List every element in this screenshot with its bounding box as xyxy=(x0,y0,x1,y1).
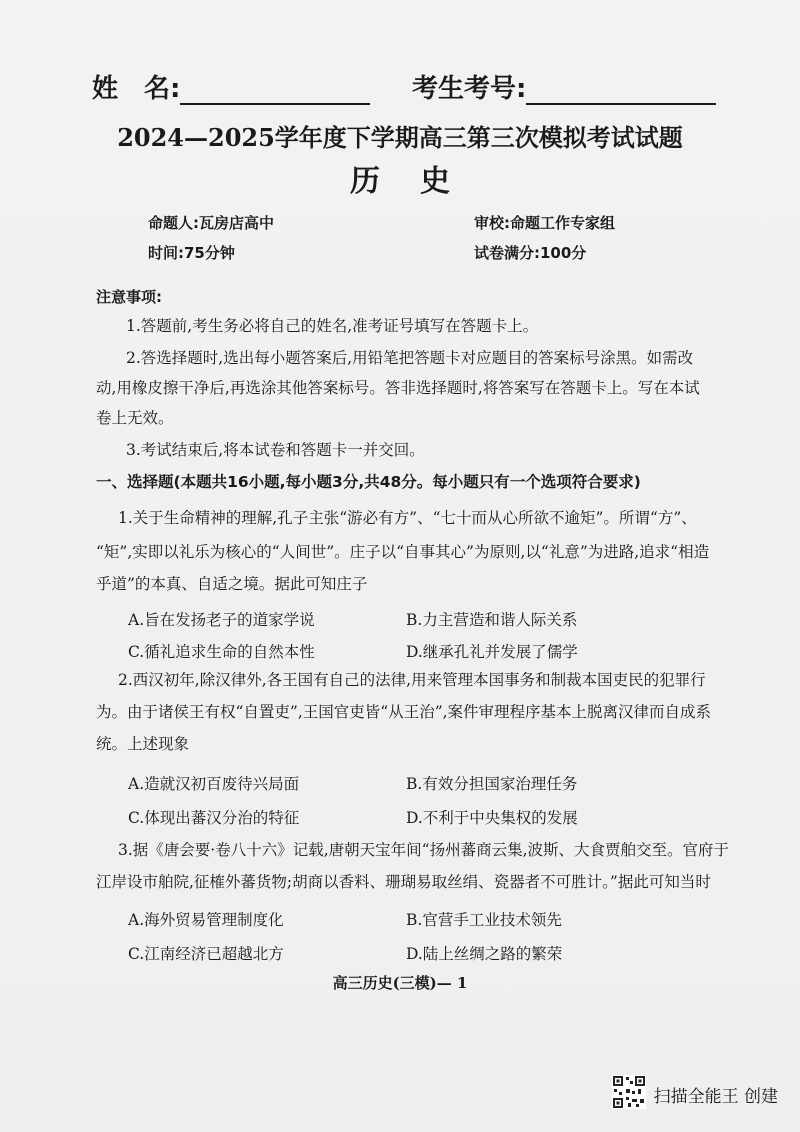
note-3: 3.考试结束后,将本试卷和答题卡一并交回。 xyxy=(126,441,425,459)
page-footer: 高三历史(三模)— 1 xyxy=(332,974,468,992)
q2-line-3: 统。上述现象 xyxy=(96,735,190,753)
note-2-line-3: 卷上无效。 xyxy=(96,409,174,427)
q3-option-d: D.陆上丝绸之路的繁荣 xyxy=(406,945,563,963)
note-2-line-1: 2.答选择题时,选出每小题答案后,用铅笔把答题卡对应题目的答案标号涂黑。如需改 xyxy=(126,349,694,367)
reviewer-info: 审校:命题工作专家组 xyxy=(474,214,615,232)
q3-option-a: A.海外贸易管理制度化 xyxy=(128,911,284,929)
subject-title: 历史 xyxy=(350,164,490,199)
note-2-line-2: 动,用橡皮擦干净后,再选涂其他答案标号。答非选择题时,将答案写在答题卡上。写在本试 xyxy=(96,379,700,397)
exam-title: 2024—2025学年度下学期高三第三次模拟考试试题 xyxy=(117,123,683,152)
q2-option-a: A.造就汉初百废待兴局面 xyxy=(128,775,300,793)
q2-option-b: B.有效分担国家治理任务 xyxy=(406,775,578,793)
scanner-watermark xyxy=(612,1075,778,1114)
q3-line-1: 3.据《唐会要·卷八十六》记载,唐朝天宝年间“扬州蕃商云集,波斯、大食贾舶交至。官府于 xyxy=(118,841,729,859)
section-1-heading: 一、选择题(本题共16小题,每小题3分,共48分。每小题只有一个选项符合要求) xyxy=(96,473,641,491)
name-label: 姓 名: xyxy=(92,74,181,104)
name-blank xyxy=(180,81,370,105)
q1-option-d: D.继承孔礼并发展了儒学 xyxy=(406,643,578,661)
q2-line-2: 为。由于诸侯王有权“自置吏”,王国官吏皆“从王治”,案件审理程序基本上脱离汉律而自成系 xyxy=(96,703,712,721)
exam-number-field xyxy=(412,68,716,105)
q3-option-b: B.官营手工业技术领先 xyxy=(406,911,562,929)
notes-heading: 注意事项: xyxy=(96,288,162,306)
q1-line-2: “矩”,实即以礼乐为核心的“人间世”。庄子以“自事其心”为原则,以“礼意”为进路,追求“相造 xyxy=(96,543,710,561)
q1-option-a: A.旨在发扬老子的道家学说 xyxy=(128,611,315,629)
q3-line-2: 江岸设市舶院,征榷外蕃货物;胡商以香料、珊瑚易取丝绢、瓷器者不可胜计。”据此可知当时 xyxy=(96,873,711,891)
q2-option-c: C.体现出蕃汉分治的特征 xyxy=(128,809,300,827)
author-info: 命题人:瓦房店高中 xyxy=(148,214,274,232)
q1-line-1: 1.关于生命精神的理解,孔子主张“游必有方”、“七十而从心所欲不逾矩”。所谓“方”、 xyxy=(118,509,697,527)
q2-option-d: D.不利于中央集权的发展 xyxy=(406,809,578,827)
q3-option-c: C.江南经济已超越北方 xyxy=(128,945,284,963)
exam-number-blank xyxy=(526,81,716,105)
name-field xyxy=(92,68,370,105)
q1-option-c: C.循礼追求生命的自然本性 xyxy=(128,643,315,661)
qr-code-icon xyxy=(612,1075,646,1114)
q1-option-b: B.力主营造和谐人际关系 xyxy=(406,611,578,629)
score-info: 试卷满分:100分 xyxy=(474,244,587,262)
note-1: 1.答题前,考生务必将自己的姓名,准考证号填写在答题卡上。 xyxy=(126,317,539,335)
time-info: 时间:75分钟 xyxy=(148,244,235,262)
exam-number-label: 考生考号: xyxy=(412,74,527,104)
q1-line-3: 乎道”的本真、自适之境。据此可知庄子 xyxy=(96,575,368,593)
q2-line-1: 2.西汉初年,除汉律外,各王国有自己的法律,用来管理本国事务和制裁本国吏民的犯罪行 xyxy=(118,671,706,689)
watermark-text: 扫描全能王 创建 xyxy=(653,1087,778,1107)
